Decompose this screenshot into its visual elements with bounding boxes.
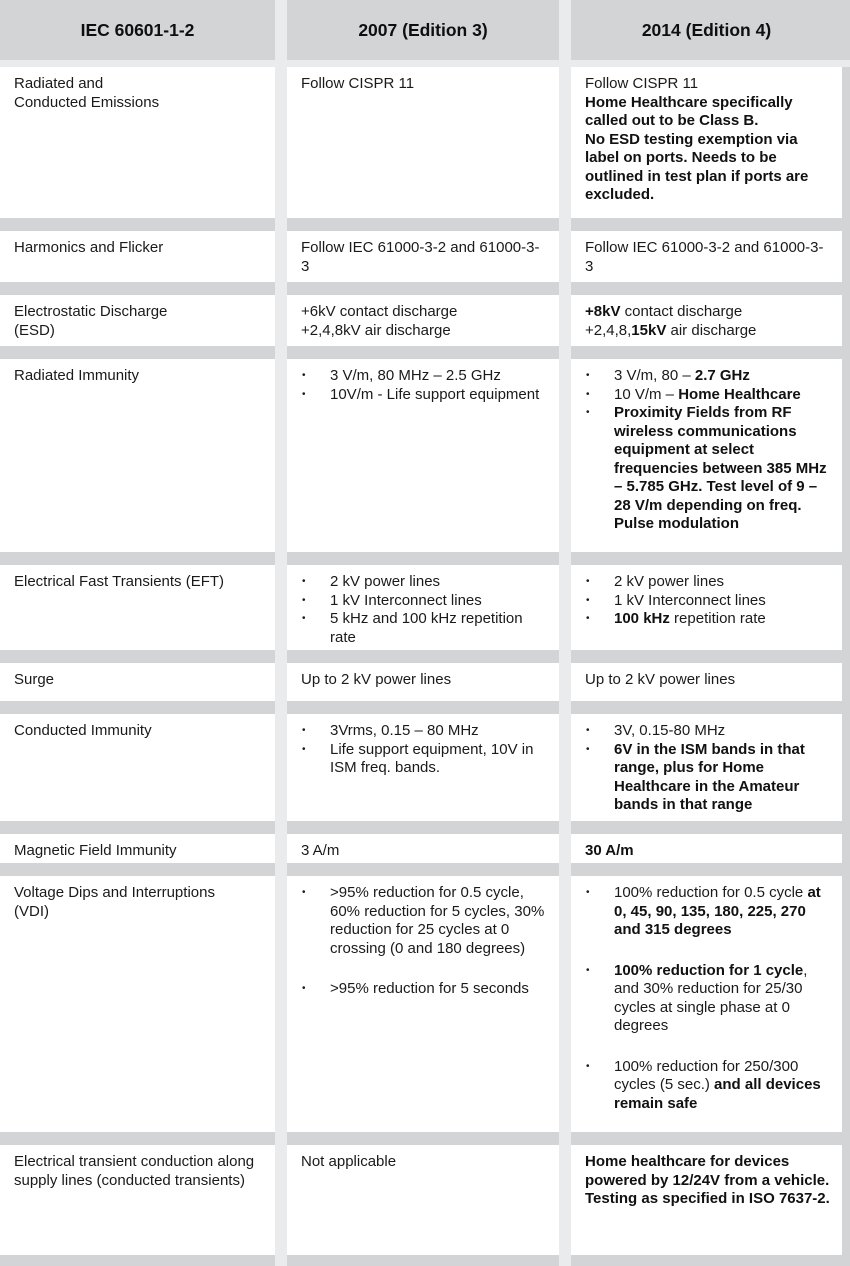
- bullet-icon: •: [302, 576, 306, 587]
- text-segment: 100% reduction for 0.5 cycle: [614, 884, 808, 901]
- edition4-cell: [571, 714, 842, 821]
- bullet-text: [330, 610, 547, 647]
- header-cell-edition3: 2007 (Edition 3): [358, 19, 488, 40]
- bullet-list: [585, 573, 830, 629]
- table-row: [0, 359, 850, 552]
- table-row: [0, 663, 850, 701]
- label-line: Harmonics and Flicker: [14, 239, 164, 256]
- text-segment: Home Healthcare specifically called out to be Class B.: [585, 93, 793, 129]
- bullet-list: [585, 367, 830, 534]
- row-label-cell: [0, 876, 275, 1132]
- label-line: (ESD): [14, 321, 55, 339]
- column-gap: [275, 834, 287, 863]
- text-paragraph: [585, 131, 830, 205]
- header-divider: [0, 60, 850, 67]
- bullet-icon: •: [586, 370, 590, 381]
- label-line: Conducted Emissions: [14, 93, 160, 111]
- column-gap: [275, 0, 287, 60]
- bullet-item: [585, 386, 830, 405]
- bullet-icon: •: [302, 594, 306, 606]
- text-segment: 100 kHz: [614, 610, 670, 627]
- column-gap: [275, 714, 287, 821]
- text-segment: at 0, 45, 90, 135, 180, 225, 270 and 315 degrees: [614, 884, 821, 938]
- bullet-list: [301, 722, 547, 778]
- bullet-list: [585, 884, 830, 1113]
- row-label-cell: [0, 1145, 275, 1255]
- edition4-cell: [571, 231, 842, 282]
- bullet-text: [614, 610, 830, 629]
- label-line: Electrical transient conduction along supply lines (conducted transients): [14, 1153, 255, 1189]
- edition3-cell: [287, 565, 559, 650]
- label-line: Electrical Fast Transients (EFT): [14, 573, 225, 590]
- text-segment: 10V/m - Life support equipment: [330, 385, 540, 403]
- edition4-cell: [571, 359, 842, 552]
- bullet-item: [585, 962, 830, 1036]
- text-segment: 15kV: [631, 321, 667, 339]
- table-row: [0, 67, 850, 218]
- table-row: [0, 714, 850, 821]
- bullet-icon: •: [302, 983, 306, 994]
- column-gap: [275, 876, 287, 1132]
- edition4-cell: [571, 565, 842, 650]
- table-row: [0, 231, 850, 282]
- edition4-cell: [571, 663, 842, 701]
- bullet-text: [614, 962, 830, 1036]
- row-divider: [0, 821, 850, 834]
- bullet-item: [301, 722, 547, 741]
- text-segment: 100% reduction for 1 cycle: [614, 961, 804, 979]
- text-paragraph: [585, 303, 830, 322]
- text-segment: repetition rate: [669, 610, 766, 627]
- bullet-icon: •: [586, 725, 590, 736]
- bullet-text: [614, 404, 830, 534]
- label-line: Radiated and: [14, 75, 104, 92]
- bullet-text: [614, 741, 830, 815]
- bullet-text: [330, 367, 547, 386]
- edition3-cell: [287, 359, 559, 552]
- column-gap: [275, 1145, 287, 1255]
- text-paragraph: [301, 75, 547, 94]
- text-segment: air discharge: [666, 321, 757, 339]
- text-paragraph: [585, 94, 830, 131]
- text-segment: 3 V/m, 80 MHz – 2.5 GHz: [330, 367, 501, 384]
- text-paragraph: [301, 1153, 547, 1172]
- bullet-icon: •: [586, 594, 590, 606]
- table-row: [0, 876, 850, 1132]
- bullet-item: [585, 884, 830, 940]
- text-segment: +8kV: [585, 303, 621, 320]
- bullet-icon: •: [302, 743, 306, 755]
- column-gap: [559, 1145, 571, 1255]
- column-gap: [559, 663, 571, 701]
- bullet-icon: •: [586, 576, 590, 587]
- bullet-text: [614, 573, 830, 592]
- text-segment: Up to 2 kV power lines: [301, 671, 452, 688]
- text-segment: 6V in the ISM bands in that range, plus for Home Healthcare in the Amateur bands in that range: [614, 740, 805, 813]
- row-label-cell: [0, 359, 275, 552]
- row-divider: [0, 218, 850, 231]
- edition4-cell: [571, 876, 842, 1132]
- bullet-list: [585, 722, 830, 815]
- bullet-item: [585, 1058, 830, 1114]
- bullet-text: [330, 741, 547, 778]
- column-gap: [559, 0, 571, 60]
- label-line: Surge: [14, 671, 55, 688]
- row-divider: [0, 552, 850, 565]
- text-paragraph: [585, 671, 830, 690]
- table-row: [0, 834, 850, 863]
- column-gap: [275, 67, 287, 218]
- column-gap: [275, 231, 287, 282]
- label-line: Voltage Dips and Interruptions: [14, 884, 215, 901]
- text-paragraph: [301, 322, 547, 341]
- row-divider: [0, 282, 850, 295]
- text-segment: Up to 2 kV power lines: [585, 671, 736, 688]
- bullet-text: [330, 573, 547, 592]
- bullet-icon: •: [302, 887, 306, 898]
- text-segment: Follow CISPR 11: [585, 75, 699, 92]
- bullet-text: [614, 592, 830, 611]
- text-segment: +6kV contact discharge: [301, 303, 458, 320]
- text-segment: 30 A/m: [585, 842, 634, 859]
- bullet-icon: •: [302, 388, 306, 400]
- text-segment: , and 30% reduction for 25/30 cycles at single phase at 0 degrees: [614, 961, 808, 1034]
- text-segment: >95% reduction for 0.5 cycle, 60% reduction for 5 cycles, 30% reduction for 25 cycles at 0 crossing (0 and 180 degrees): [330, 884, 545, 957]
- bullet-icon: •: [302, 613, 306, 624]
- text-segment: 3V, 0.15-80 MHz: [614, 722, 726, 739]
- bullet-text: [330, 592, 547, 611]
- row-label-cell: [0, 714, 275, 821]
- bullet-text: [614, 884, 830, 940]
- bullet-item: [301, 610, 547, 647]
- edition3-cell: [287, 876, 559, 1132]
- text-segment: 100% reduction for 250/300 cycles (5 sec.): [614, 1057, 799, 1093]
- text-segment: 1 kV Interconnect lines: [330, 591, 482, 609]
- column-gap: [559, 295, 571, 346]
- column-gap: [559, 565, 571, 650]
- text-segment: Not applicable: [301, 1153, 397, 1170]
- edition3-cell: [287, 67, 559, 218]
- edition3-cell: [287, 714, 559, 821]
- bullet-item: [301, 980, 547, 999]
- table-header: [0, 0, 850, 60]
- bullet-text: [614, 386, 830, 405]
- table-row: [0, 565, 850, 650]
- edition4-cell: [571, 1145, 842, 1255]
- text-paragraph: [585, 1153, 830, 1190]
- bullet-list: [301, 367, 547, 404]
- bullet-item: [585, 741, 830, 815]
- text-segment: 2.7 GHz: [694, 367, 750, 384]
- header-cell-standard: IEC 60601-1-2: [80, 19, 195, 40]
- column-gap: [275, 663, 287, 701]
- bullet-icon: •: [586, 407, 590, 418]
- header-cell-edition4: 2014 (Edition 4): [641, 19, 772, 40]
- bullet-item: [301, 386, 547, 405]
- column-gap: [559, 876, 571, 1132]
- text-segment: 3 V/m, 80 –: [614, 367, 695, 384]
- edition3-cell: [287, 295, 559, 346]
- bullet-text: [330, 884, 547, 958]
- label-line: Conducted Immunity: [14, 722, 152, 739]
- text-segment: Home Healthcare: [678, 385, 801, 403]
- row-divider: [0, 650, 850, 663]
- bullet-text: [614, 722, 830, 741]
- bullet-list: [301, 573, 547, 647]
- text-segment: 2 kV power lines: [614, 573, 725, 590]
- text-segment: +2,4,8kV air discharge: [301, 321, 451, 339]
- text-paragraph: [585, 842, 830, 861]
- table-body: [0, 67, 850, 1255]
- bullet-text: [330, 980, 547, 999]
- bullet-item: [301, 741, 547, 778]
- text-segment: Follow IEC 61000-3-2 and 61000-3-3: [301, 239, 540, 275]
- text-segment: 3Vrms, 0.15 – 80 MHz: [330, 722, 479, 739]
- text-segment: and all devices remain safe: [614, 1076, 821, 1112]
- row-label-cell: [0, 231, 275, 282]
- bullet-icon: •: [586, 964, 590, 976]
- text-segment: 2 kV power lines: [330, 573, 441, 590]
- text-segment: 5 kHz and 100 kHz repetition rate: [330, 610, 523, 646]
- text-segment: 3 A/m: [301, 842, 340, 859]
- text-segment: No ESD testing exemption via label on ports. Needs to be outlined in test plan if ports are excluded.: [585, 130, 809, 203]
- column-gap: [275, 359, 287, 552]
- row-label-cell: [0, 67, 275, 218]
- bullet-list: [301, 884, 547, 999]
- bullet-icon: •: [586, 613, 590, 624]
- bullet-text: [614, 367, 830, 386]
- bullet-item: [301, 367, 547, 386]
- bullet-icon: •: [586, 1060, 590, 1072]
- text-paragraph: [585, 75, 830, 94]
- edition3-cell: [287, 1145, 559, 1255]
- text-paragraph: [301, 671, 547, 690]
- label-line: Radiated Immunity: [14, 367, 140, 384]
- edition4-cell: [571, 67, 842, 218]
- column-gap: [559, 834, 571, 863]
- bullet-icon: •: [302, 725, 306, 736]
- text-paragraph: [585, 322, 830, 341]
- text-segment: +2,4,8,: [585, 321, 632, 339]
- row-divider: [0, 701, 850, 714]
- bullet-text: [330, 722, 547, 741]
- text-paragraph: [301, 842, 547, 861]
- text-segment: >95% reduction for 5 seconds: [330, 980, 529, 997]
- column-gap: [559, 67, 571, 218]
- row-divider: [0, 1132, 850, 1145]
- bullet-icon: •: [302, 370, 306, 381]
- row-divider: [0, 346, 850, 359]
- row-divider: [0, 863, 850, 876]
- row-label-cell: [0, 295, 275, 346]
- text-paragraph: [585, 239, 830, 276]
- edition3-cell: [287, 663, 559, 701]
- bullet-icon: •: [586, 388, 590, 400]
- text-segment: Testing as specified in ISO 7637-2.: [585, 1190, 830, 1207]
- text-segment: 1 kV Interconnect lines: [614, 591, 766, 609]
- column-gap: [559, 231, 571, 282]
- text-segment: Home healthcare for devices powered by 12/24V from a vehicle.: [585, 1153, 830, 1189]
- bullet-item: [585, 367, 830, 386]
- text-segment: Proximity Fields from RF wireless communications equipment at select frequencies between 385 MHz – 5.785 GHz. Test level of 9 – 28 V/m depending on freq. Pulse modulation: [614, 404, 827, 532]
- text-paragraph: [585, 1190, 830, 1209]
- bullet-icon: •: [586, 743, 590, 755]
- column-gap: [275, 295, 287, 346]
- text-segment: contact discharge: [620, 303, 743, 320]
- column-gap: [559, 714, 571, 821]
- edition3-cell: [287, 231, 559, 282]
- text-paragraph: [301, 303, 547, 322]
- bullet-item: [301, 573, 547, 592]
- text-segment: Life support equipment, 10V in ISM freq. bands.: [330, 740, 534, 776]
- edition4-cell: [571, 295, 842, 346]
- edition3-cell: [287, 834, 559, 863]
- bullet-item: [585, 592, 830, 611]
- bullet-item: [585, 722, 830, 741]
- row-label-cell: [0, 834, 275, 863]
- bullet-text: [614, 1058, 830, 1114]
- bullet-text: [330, 386, 547, 405]
- bullet-item: [585, 610, 830, 629]
- text-segment: Follow IEC 61000-3-2 and 61000-3-3: [585, 239, 824, 275]
- table-row: [0, 295, 850, 346]
- label-line: Magnetic Field Immunity: [14, 842, 177, 859]
- column-gap: [275, 565, 287, 650]
- column-gap: [559, 359, 571, 552]
- bullet-item: [585, 573, 830, 592]
- edition4-cell: [571, 834, 842, 863]
- row-label-cell: [0, 663, 275, 701]
- text-paragraph: [301, 239, 547, 276]
- label-line: Electrostatic Discharge: [14, 303, 168, 320]
- bullet-icon: •: [586, 887, 590, 898]
- table-row: [0, 1145, 850, 1255]
- bullet-item: [585, 404, 830, 534]
- bullet-item: [301, 884, 547, 958]
- text-segment: 10 V/m –: [614, 385, 679, 403]
- bullet-item: [301, 592, 547, 611]
- row-label-cell: [0, 565, 275, 650]
- text-segment: Follow CISPR 11: [301, 75, 415, 92]
- label-line: (VDI): [14, 902, 49, 920]
